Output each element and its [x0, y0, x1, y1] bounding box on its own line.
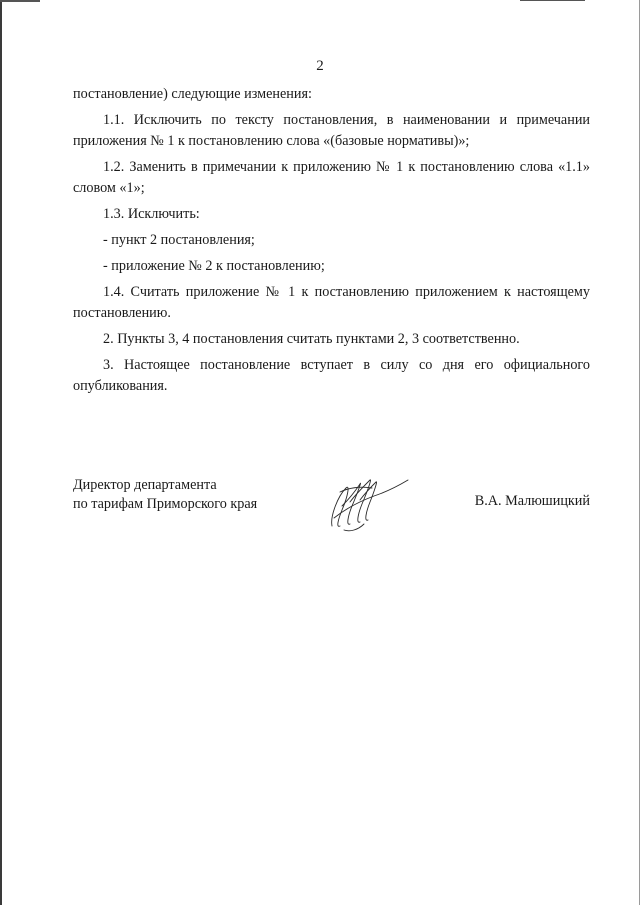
paragraph-item-2: 2. Пункты 3, 4 постановления считать пунктами 2, 3 соответственно.	[103, 331, 520, 347]
page-number: 2	[316, 58, 324, 74]
signatory-position-line-1: Директор департамента	[73, 477, 217, 493]
signature-block	[73, 476, 593, 546]
scan-top-mark	[0, 0, 40, 2]
signatory-position	[73, 476, 257, 514]
paragraph-item-1-1: 1.1. Исключить по тексту постановления, в наименовании и примечании приложения № 1 к постановлению слова «(базовые нормативы)»;	[73, 112, 590, 149]
paragraph-item-1-3-a: - пункт 2 постановления;	[103, 232, 255, 248]
handwritten-signature-icon	[320, 466, 412, 538]
document-body	[73, 84, 590, 402]
paragraph-item-1-3: 1.3. Исключить:	[103, 206, 200, 222]
paragraph-continuation: постановление) следующие изменения:	[73, 86, 312, 102]
signatory-name: В.А. Малюшицкий	[474, 493, 590, 509]
paragraph-item-1-3-b: - приложение № 2 к постановлению;	[103, 258, 325, 274]
paragraph-item-3: 3. Настоящее постановление вступает в силу со дня его официального опубликования.	[73, 357, 590, 394]
paragraph-item-1-2: 1.2. Заменить в примечании к приложению № 1 к постановлению слова «1.1» словом «1»;	[73, 159, 590, 196]
scan-edge-left	[0, 0, 2, 905]
signatory-position-line-2: по тарифам Приморского края	[73, 496, 258, 512]
scan-top-mark	[520, 0, 585, 1]
paragraph-item-1-4: 1.4. Считать приложение № 1 к постановлению приложением к настоящему постановлению.	[73, 284, 590, 321]
